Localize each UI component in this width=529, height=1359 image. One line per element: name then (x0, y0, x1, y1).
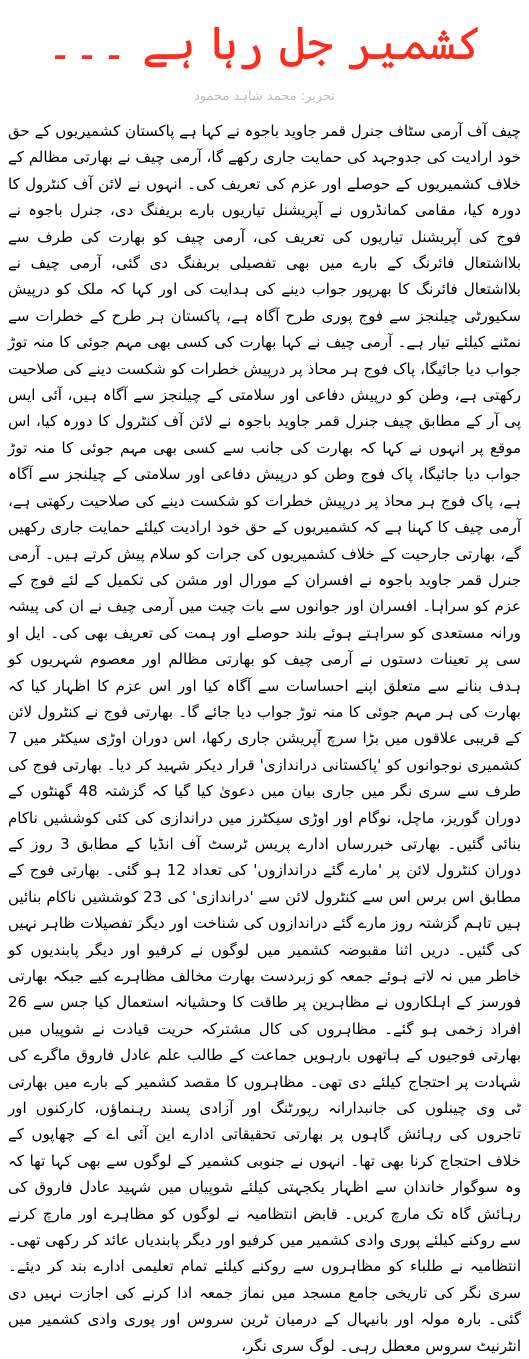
article-body (8, 118, 522, 1355)
article-headline: کشمیر جل رہا ہے ۔۔۔ (46, 16, 483, 70)
article-byline: تحریر: محمد شاہد محمود (193, 89, 336, 104)
article-body-paragraph: چیف آف آرمی سٹاف جنرل قمر جاوید باجوہ نے کہا ہے پاکستان کشمیریوں کے حق خود ارادیت کی جدوجہد کی حمایت جاری رکھے گا، آرمی چیف نے بھارتی مظالم کے خلاف کشمیریوں کے حوصلے اور عزم کی تعریف کی۔ انہوں نے لائن آف کنٹرول کا دورہ کیا، مقامی کمانڈروں نے آپریشنل تیاریوں بارے بریفنگ دی، جنرل باجوہ نے فوج کی آپریشنل تیاریوں کی تعریف کی، آرمی چیف کو بھارت کی طرف سے بلااشتعال فائرنگ کے بارے میں بھی تفصیلی بریفنگ دی گئی، آرمی چیف نے بلااشتعال فائرنگ کا بھرپور جواب دینے کی ہدایت کی اور کہا کہ ملک کو درپیش سکیورٹی چیلنجز سے فوج پوری طرح آگاہ ہے، پاکستان ہر طرح کے خطرات سے نمٹنے کیلئے تیار ہے۔ آرمی چیف نے کہا بھارت کی کسی بھی مہم جوئی کا منہ توڑ جواب دیا جائیگا، پاک فوج ہر محاذ پر درپیش خطرات کو شکست دینے کی صلاحیت رکھتی ہے، وطن کو درپیش دفاعی اور سلامتی کے چیلنجز سے آگاہ ہیں، آئی ایس پی آر کے مطابق چیف جنرل قمر جاوید باجوہ نے لائن آف کنٹرول کا دورہ کیا، اس موقع پر انہوں نے کہا کہ بھارت کی جانب سے کسی بھی مہم جوئی کا منہ توڑ جواب دیا جائیگا، پاک فوج وطن کو درپیش دفاعی اور سلامتی کے چیلنجز سے آگاہ ہے، پاک فوج ہر محاذ پر درپیش خطرات کو شکست دینے کی صلاحیت رکھتی ہے، آرمی چیف کا کہنا ہے کہ کشمیریوں کے حق خود ارادیت کیلئے حمایت جاری رکھیں گے، بھارتی جارحیت کے خلاف کشمیریوں کی جرات کو سلام پیش کرتے ہیں۔ آرمی جنرل قمر جاوید باجوہ نے افسران کے مورال اور مشن کی تکمیل کے لئے فوج کے عزم کو سراہا۔ افسران اور جوانوں سے بات چیت میں آرمی چیف نے ان کی پیشہ ورانہ مستعدی کو سراہتے ہوئے بلند حوصلے اور ہمت کی تعریف بھی کی۔ ایل او سی پر تعینات دستوں نے آرمی چیف کو بھارتی مظالم اور معصوم شہریوں کو ہدف بنانے سے متعلق اپنے احساسات سے آگاہ کیا اور اس عزم کا اظہار کیا کہ بھارت کی ہر مہم جوئی کا منہ توڑ جواب دیا جائے گا۔ بھارتی فوج نے کنٹرول لائن کے قریبی علاقوں میں بڑا سرچ آپریشن جاری رکھا، اس دوران اوڑی سیکٹر میں 7 کشمیری نوجوانوں کو 'پاکستانی دراندازی' قرار دیکر شہید کر دیا۔ بھارتی فوج کی طرف سے سری نگر میں جاری بیان میں دعویٰ کیا گیا کہ گزشتہ 48 گھنٹوں کے دوران گوریز، ماچل، نوگام اور اوڑی سیکٹرز میں دراندازی کی کئی کوششیں ناکام بنائی گئیں۔ بھارتی خبررساں ادارے پریس ٹرسٹ آف انڈیا کے مطابق 3 روز کے دوران کنٹرول لائن پر 'مارے گئے دراندازوں' کی تعداد 12 ہو گئی۔ بھارتی فوج کے مطابق اس برس اس سے کنٹرول لائن سے 'دراندازی' کی 23 کوششیں ناکام بنائیں ہیں تاہم گزشتہ روز مارے گئے دراندازوں کی شناخت اور دیگر تفصیلات ظاہر نہیں کی گئیں۔ دریں اثنا مقبوضہ کشمیر میں لوگوں نے کرفیو اور دیگر پابندیوں کو خاطر میں نہ لاتے ہوئے جمعہ کو زبردست بھارت مخالف مظاہرے کیے جبکہ بھارتی فورسز کے اہلکاروں نے مظاہرین پر طاقت کا وحشیانہ استعمال کیا جس سے 26 افراد زخمی ہو گئے۔ مظاہروں کی کال مشترکہ حریت قیادت نے شوپیاں میں بھارتی فوجیوں کے ہاتھوں بارہویں جماعت کے طالب علم عادل فاروق ماگرے کی شہادت پر احتجاج کیلئے دی تھی۔ مظاہروں کا مقصد کشمیر کے بارے میں بھارتی ٹی وی چینلوں کی جانبدارانہ رپورٹنگ اور آزادی پسند رہنماؤں، کارکنوں اور تاجروں کی رہائش گاہوں پر بھارتی تحقیقاتی ادارے این آئی اے کے چھاپوں کے خلاف احتجاج کرنا بھی تھا۔ انہوں نے جنوبی کشمیر کے لوگوں سے بھی کہا تھا کہ وہ سوگوار خاندان سے اظہار یکجہتی کیلئے شوپیاں میں شہید عادل فاروق کی رہائش گاہ تک مارچ کریں۔ قابض انتظامیہ نے لوگوں کو مظاہرے اور مارچ کرنے سے روکنے کیلئے پوری وادی کشمیر میں کرفیو اور دیگر پابندیاں عائد کر رکھی تھی۔ انتظامیہ نے طلباء کو مظاہروں سے روکنے کیلئے تمام تعلیمی ادارے بند کر دیئے۔ سری نگر کی تاریخی جامع مسجد میں نماز جمعہ ادا کرنے کی اجازت نہیں دی گئی۔ بارہ مولہ اور بانیہال کے درمیان ٹرین سروس اور پوری وادی کشمیر میں انٹرنیٹ سروس معطل رہی۔ لوگ سری نگر، (8, 122, 522, 1355)
